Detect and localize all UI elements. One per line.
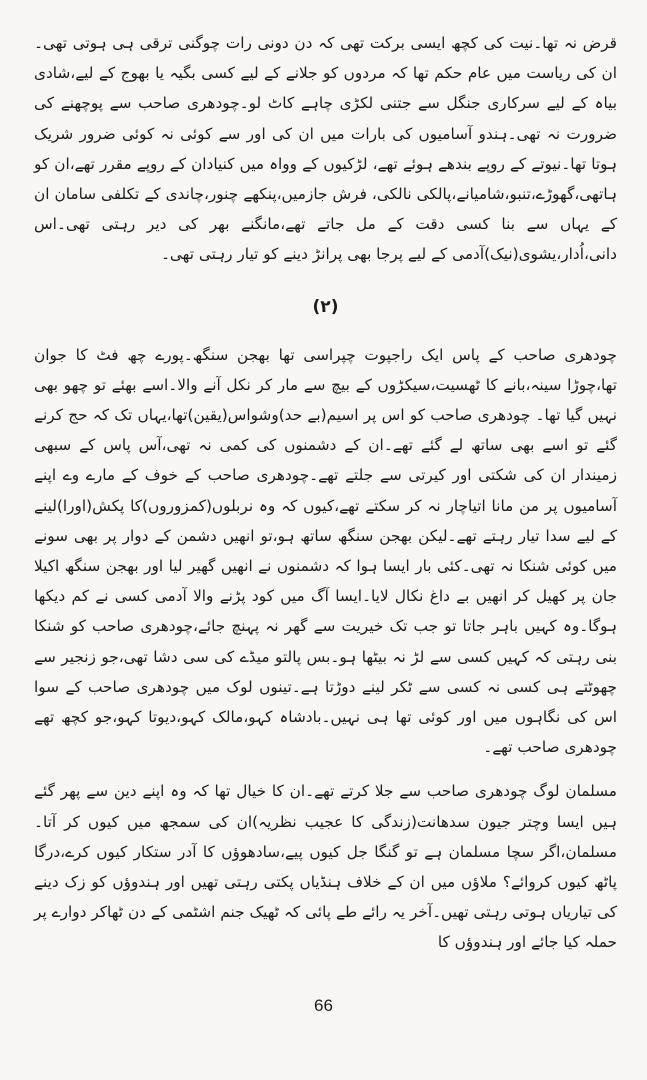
paragraph-2: چودھری صاحب کے پاس ایک راجپوت چپراسی تھا بھجن سنگھ۔پورے چھ فٹ کا جوان تھا،چوڑا سینہ،بانے کا ٹھسیت،سیکڑوں کے بیچ سے مار کر نکل آنے والا۔اسے بھئے تو چھو بھی نہیں گیا تھا۔ چودھری صاحب کو اس پر اسیم(بے حد)وشواس(یقین)تھا،یہاں تک کہ حج کرنے گئے تو اسے بھی ساتھ لے گئے تھے۔ان کے دشمنوں کی کمی نہ تھی،آس پاس کے سبھی زمیندار ان کی شکتی اور کیرتی سے جلتے تھے۔چودھری صاحب کے خوف کے مارے وے اپنے آسامیوں پر من مانا اتیاچار نہ کر سکتے تھے،کیوں کہ وہ نربلوں(کمزوروں)کا پکش(اورا)لینے کے لیے سدا تیار رہتے تھے۔لیکن بھجن سنگھ ساتھ ہو،تو انھیں دشمن کے دوار پر بھی سونے میں کوئی شنکا نہ تھی۔کئی بار ایسا ہوا کہ دشمنوں نے انھیں گھیر لیا اور بھجن سنگھ اکیلا جان پر کھیل کر انھیں بے داغ نکال لایا۔ایسا آگ میں کود پڑنے والا آدمی کسی نے کم دیکھا ہوگا۔وہ کہیں باہر جاتا تو جب تک خیریت سے گھر نہ پہنچ جائے،چودھری صاحب کو شنکا بنی رہتی کہ کہیں کسی سے لڑ نہ بیٹھا ہو۔بس پالتو میڈے کی سی دشا تھی،جو زنجیر سے چھوٹتے ہی کسی نہ کسی سے ٹکر لینے دوڑتا ہے۔تینوں لوک میں چودھری صاحب کے سوا اس کی نگاہوں میں اور کوئی تھا ہی نہیں۔بادشاہ کہو،مالک کہو،دیوتا کہو،جو کچھ تھے چودھری صاحب تھے۔ — [34, 345, 617, 757]
paragraph-1: قرض نہ تھا۔نیت کی کچھ ایسی برکت تھی کہ دن دونی رات چوگنی ترقی ہی ہوتی تھی۔ان کی ریاست میں عام حکم تھا کہ مردوں کو جلانے کے لیے کسی بگیہ یا بھوج کے لیے،شادی بیاہ کے لیے سرکاری جنگل سے جتنی لکڑی چاہے کاٹ لو۔چودھری صاحب سے پوچھنے کی ضرورت نہ تھی۔ہندو آسامیوں کی بارات میں ان کی اور سے کوئی نہ کوئی ضرور شریک ہوتا تھا۔نیوتے کے روپے بندھے ہوئے تھے، لڑکیوں کے وواہ میں کنیادان کے روپے مقرر تھے،ان کو ہاتھی،گھوڑے،تنبو،شامیانے،پالکی نالکی، فرش جازمیں،پنکھے چنور،چاندی کے تکلفی سامان ان کے یہاں سے بنا کسی دقت کے مل جاتے تھے،مانگنے بھر کی دیر رہتی تھی۔اس دانی،اُدار،یشوی(نیک)آدمی کے لیے پرجا بھی پرانڑ دینے کو تیار رہتی تھی۔ — [34, 34, 617, 264]
section-heading: (۲) — [312, 296, 339, 317]
paragraph-3: مسلمان لوگ چودھری صاحب سے جلا کرتے تھے۔ان کا خیال تھا کہ وہ اپنے دین سے پھر گئے ہیں ایسا وچتر جیون سدھانت(زندگی کا عجیب نظریہ)ان کی سمجھ میں کیوں کر آتا۔مسلمان،اگر سچا مسلمان ہے تو گنگا جل کیوں پیے،سادھوؤں کا آدر ستکار کیوں کرے،درگا پاٹھ کیوں کروائے؟ ملاؤں میں ان کے خلاف ہنڈیاں پکتی رہتی تھیں اور ہندوؤں کو زک دینے کی تیاریاں ہوتی رہتی تھیں۔آخر یہ رائے طے پائی کہ ٹھیک جنم اشٹمی کے دن ٹھاکر دوارے پر حملہ کیا جائے اور ہندوؤں کا — [34, 782, 617, 952]
page-number: 66 — [314, 996, 333, 1015]
